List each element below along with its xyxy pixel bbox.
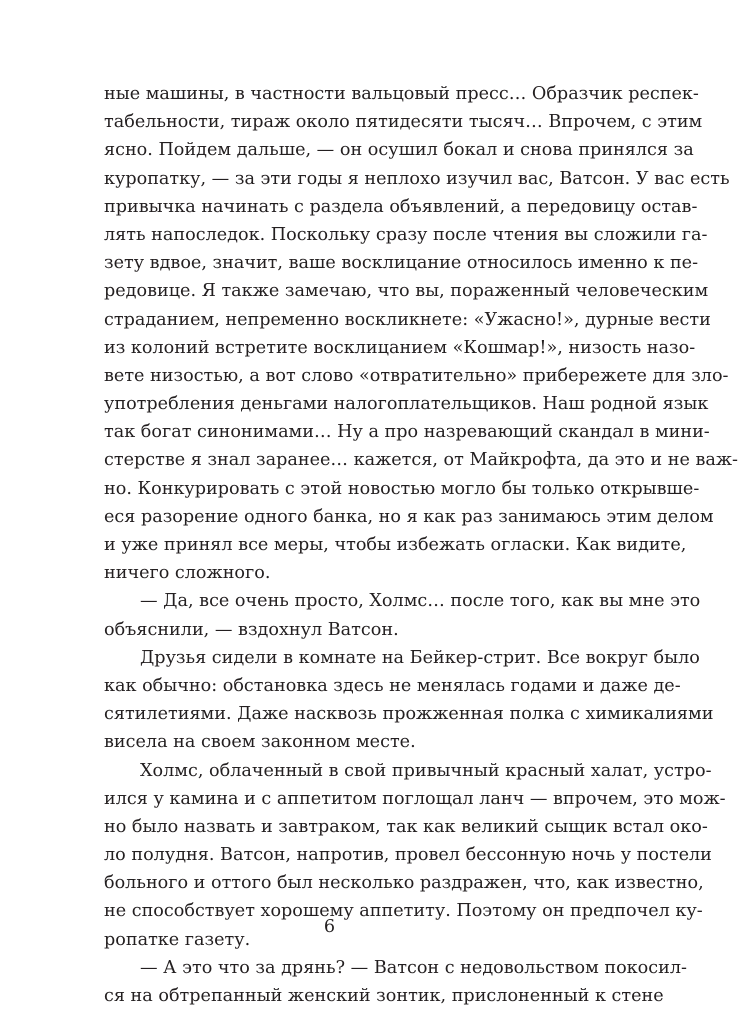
- text-line: ропатке газету.: [104, 929, 251, 950]
- text-line: зету вдвое, значит, ваше восклицание относилось именно к пе-: [104, 253, 699, 274]
- text-line: редовице. Я также замечаю, что вы, пораженный человеческим: [104, 281, 709, 302]
- text-line: но было назвать и завтраком, так как великий сыщик встал око-: [104, 816, 708, 837]
- text-line: из колоний встретите восклицанием «Кошмар!», низость назо-: [104, 337, 696, 358]
- text-line: не способствует хорошему аппетиту. Поэтому он предпочел ку-: [104, 901, 703, 922]
- text-line: но. Конкурировать с этой новостью могло бы только открывше-: [104, 478, 700, 499]
- text-line: лять напоследок. Поскольку сразу после чтения вы сложили га-: [104, 224, 708, 245]
- text-line: висела на своем законном месте.: [104, 732, 416, 753]
- text-line: больного и оттого был несколько раздражен, что, как известно,: [104, 873, 704, 894]
- text-line: Холмс, облаченный в свой привычный красный халат, устро-: [140, 760, 712, 781]
- text-line: как обычно: обстановка здесь не менялась годами и даже де-: [104, 675, 681, 696]
- text-line: стерстве я знал заранее… кажется, от Майкрофта, да это и не важ-: [104, 450, 738, 471]
- paragraph: [104, 954, 687, 1010]
- text-line: — А это что за дрянь? — Ватсон с недовольством покосил-: [140, 957, 687, 978]
- text-line: вете низостью, а вот слово «отвратительно» прибережете для зло-: [104, 365, 729, 386]
- text-line: ился у камина и с аппетитом поглощал ланч — впрочем, это мож-: [104, 788, 726, 809]
- text-line: куропатку, — за эти годы я неплохо изучил вас, Ватсон. У вас есть: [104, 168, 730, 189]
- text-line: ничего сложного.: [104, 563, 271, 584]
- text-line: ся на обтрепанный женский зонтик, прислоненный к стене: [104, 986, 664, 1006]
- text-line: — Да, все очень просто, Холмс… после того, как вы мне это: [140, 591, 701, 612]
- paragraph: [104, 644, 714, 757]
- text-line: табельности, тираж около пятидесяти тысяч… Впрочем, с этим: [104, 112, 703, 133]
- text-line: страданием, непременно воскликнете: «Ужасно!», дурные вести: [104, 309, 711, 330]
- text-line: употребления деньгами налогоплательщиков. Наш родной язык: [104, 394, 709, 415]
- text-line: Друзья сидели в комнате на Бейкер-стрит. Все вокруг было: [140, 647, 700, 668]
- text-line: еся разорение одного банка, но я как раз занимаюсь этим делом: [104, 506, 714, 527]
- text-line: привычка начинать с раздела объявлений, а передовицу остав-: [104, 196, 698, 217]
- text-line: объяснили, — вздохнул Ватсон.: [104, 619, 399, 640]
- text-line: ные машины, в частности вальцовый пресс… Образчик респек-: [104, 84, 699, 104]
- text-line: ло полудня. Ватсон, напротив, провел бессонную ночь у постели: [104, 845, 712, 866]
- page-number: 6: [323, 917, 336, 937]
- body-text: [104, 80, 738, 1010]
- paragraph: [104, 587, 701, 643]
- paragraph: [104, 80, 738, 587]
- text-line: так богат синонимами… Ну а про назревающий скандал в мини-: [104, 422, 710, 443]
- text-line: ясно. Пойдем дальше, — он осушил бокал и снова принялся за: [104, 140, 694, 161]
- text-line: и уже принял все меры, чтобы избежать огласки. Как видите,: [104, 535, 687, 555]
- text-line: сятилетиями. Даже насквозь прожженная полка с химикалиями: [104, 704, 714, 725]
